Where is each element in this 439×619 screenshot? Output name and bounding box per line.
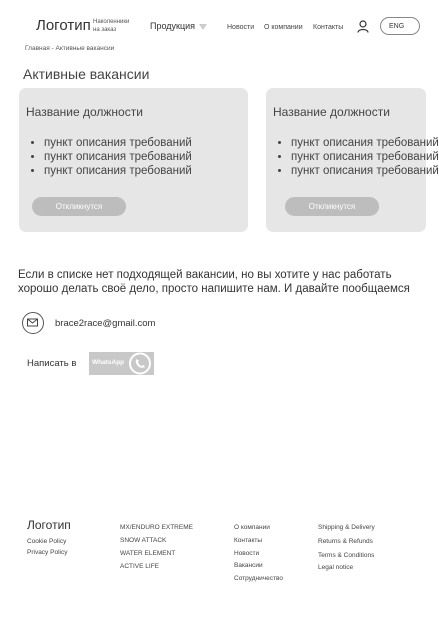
footer-link-product[interactable]: ACTIVE LIFE [120,563,160,570]
vacancy-requirements [273,136,439,178]
footer-link-shipping[interactable]: Shipping & Delivery [318,524,375,531]
logo[interactable]: Логотип [36,17,91,34]
whatsapp-label: WhatsApp [92,359,125,366]
footer-link-privacy[interactable]: Privacy Policy [27,549,68,556]
requirement-item: • пункт описания требований [44,164,192,178]
footer-link-news[interactable]: Новости [234,550,260,557]
write-label: Написать в [27,358,77,369]
vacancy-card [266,88,439,232]
nav-contacts[interactable]: Контакты [313,24,344,31]
email-link[interactable]: brace2race@gmail.com [55,318,156,329]
whatsapp-icon [128,352,152,375]
page-title: Активные вакансии [23,66,150,82]
chevron-down-icon [199,24,207,30]
requirement-item: • пункт описания требований [291,150,439,164]
vacancy-title: Название должности [26,105,143,119]
footer-link-product[interactable]: SNOW ATTACK [120,537,167,544]
requirement-item: • пункт описания требований [44,150,192,164]
footer-link-returns[interactable]: Returns & Refunds [318,538,373,545]
footer-logo[interactable]: Логотип [27,518,71,532]
apply-button[interactable]: Откликнутся [32,197,126,216]
nav-products-label: Продукция [150,21,196,31]
mail-icon[interactable] [22,312,44,334]
vacancy-card [19,88,248,232]
logo-tagline [93,18,143,34]
footer-link-product[interactable]: WATER ELEMENT [120,550,176,557]
nav-products-dropdown[interactable] [150,21,207,31]
vacancy-requirements [26,136,192,178]
logo-tagline-line1: Наколенники [93,19,130,25]
footer-link-about[interactable]: О компании [234,524,270,531]
footer-link-cookie[interactable]: Cookie Policy [27,538,67,545]
language-selector[interactable]: ENG [380,17,420,35]
footer-link-terms[interactable]: Terms & Conditions [318,552,375,559]
footer-link-legal[interactable]: Legal notice [318,564,354,571]
footer-link-vacancies[interactable]: Вакансии [234,562,263,569]
logo-tagline-line2: на заказ [93,27,117,33]
footer-link-product[interactable]: MX/ENDURO EXTREME [120,524,193,531]
requirement-item: • пункт описания требований [291,136,439,150]
nav-about[interactable]: О компании [264,24,303,31]
vacancy-title: Название должности [273,105,390,119]
requirement-item: • пункт описания требований [44,136,192,150]
apply-button[interactable]: Откликнутся [285,197,379,216]
footer-link-contacts[interactable]: Контакты [234,537,263,544]
whatsapp-button[interactable] [89,352,154,375]
requirement-item: • пункт описания требований [291,164,439,178]
info-text-line1: Если в списке нет подходящей вакансии, но вы хотите у нас работать [18,269,392,281]
breadcrumb[interactable]: Главная - Активные вакансии [25,45,115,52]
user-icon[interactable] [357,20,369,33]
info-text-line2: хорошо делать своё дело, просто напишите нам. И давайте пообщаемся [18,283,410,295]
footer-link-cooperation[interactable]: Сотрудничество [234,575,283,582]
nav-news[interactable]: Новости [227,24,255,31]
info-text [18,268,410,296]
